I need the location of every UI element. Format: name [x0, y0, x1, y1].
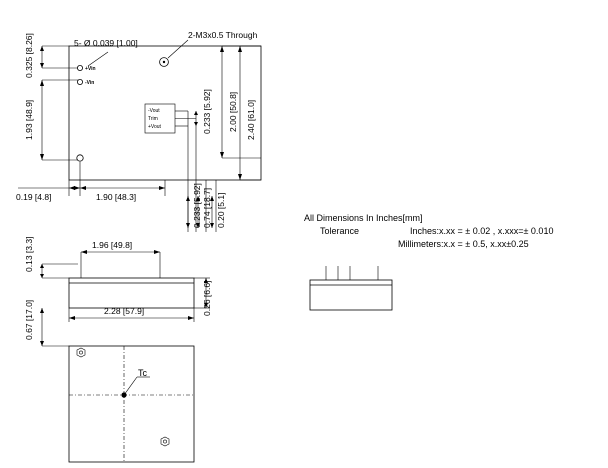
pad-vin	[77, 65, 82, 70]
dim-top-left-vertical: 0.325 [8.26]	[24, 33, 34, 78]
pin-label-trim: Trim	[148, 116, 158, 122]
note-tolerance-inches: Inches:x.xx = ± 0.02 , x.xxx=± 0.010	[410, 226, 554, 236]
pin-label-vout: +Vout	[148, 124, 161, 130]
dim-below-074: 0.74 [18.7]	[202, 187, 212, 228]
note-tolerance-mm: Millimeters:x.x = ± 0.5, x.xx±0.25	[398, 239, 529, 249]
right-view-body	[310, 280, 392, 310]
mounting-hole-center	[163, 61, 165, 63]
dim-side-top: 1.96 [49.8]	[92, 240, 133, 250]
dim-body-width: 1.90 [48.3]	[96, 192, 137, 202]
label-tc: Tc	[138, 368, 147, 378]
dim-below-020: 0.20 [5.1]	[216, 192, 226, 228]
pad-agin	[77, 79, 82, 84]
dim-below-0233: 0.233 [5.92]	[192, 183, 202, 228]
note-5-holes: 5- Ø 0.039 [1.00]	[74, 38, 138, 48]
dim-right-200: 2.00 [50.8]	[228, 91, 238, 132]
pin-label-vout-neg: -Vout	[148, 108, 160, 114]
dim-right-0233: 0.233 [5.92]	[202, 89, 212, 134]
bottom-view-body	[69, 346, 194, 462]
dim-side-right: 0.26 [6.6]	[202, 280, 212, 316]
pin-label-vin-neg: -Vin	[85, 80, 95, 86]
note-m3-holes: 2-M3x0.5 Through	[188, 30, 258, 40]
pin-label-vin: +Vin	[85, 66, 96, 72]
hex-standoff-tl	[77, 348, 85, 357]
dim-body-height: 1.93 [48.9]	[24, 99, 34, 140]
dim-side-left: 0.13 [3.3]	[24, 236, 34, 272]
note-dimensions: All Dimensions In Inches[mm]	[304, 213, 423, 223]
hex-standoff-br	[161, 437, 169, 446]
dim-right-240: 2.40 [61.0]	[246, 99, 256, 140]
dim-side-far-left: 0.67 [17.0]	[24, 299, 34, 340]
dim-side-bottom: 2.28 [57.9]	[104, 306, 145, 316]
note-tolerance-label: Tolerance	[320, 226, 360, 236]
side-view-body	[69, 278, 194, 308]
dim-left-offset: 0.19 [4.8]	[16, 192, 52, 202]
